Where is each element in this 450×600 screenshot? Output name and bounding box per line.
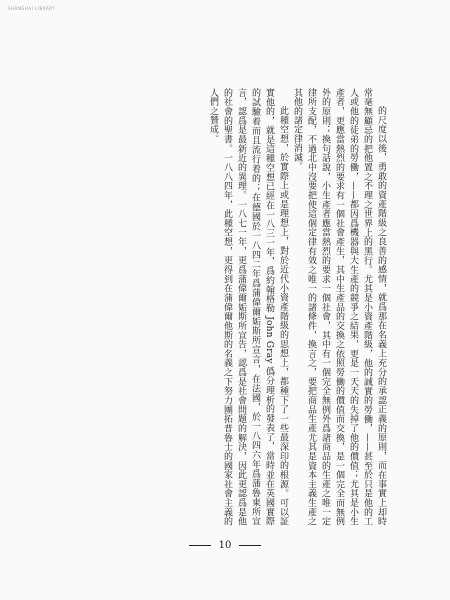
watermark-text: SHANGHAI LIBRARY (8, 6, 56, 11)
vertical-text-body (58, 88, 388, 526)
footer-dash-right (239, 545, 261, 546)
footer-dash-left (189, 545, 211, 546)
page-footer (0, 540, 450, 551)
paragraph: 的尺度以後，勇敢的資產階級之良善的感情，就爲那在名義上充分的承認正義的原則，而在事實上却時常毫無顧忌的把他置之不理之世界上的黑行。尤其是小資產階級，他的誠實的勞働，——甚至於只是他的工人或他的徒弟的勞働，——都因爲機器與大生產的競爭之結果，更是一天天的失掉了他的價值；尤其是小生產者，更應當熱烈的要求有一個社會產生，其中生產品的交換之依照勞働的價值而交換，是一個完全而無例外的原則；換句話說，小生產者應當熱烈的要求一個社會，其中有一個完全無例外爲諸商品的生產之唯一定律所支配，不過北中沒要把使這個定律有效之唯一的諸條件，換言之，要把商品生產尤其是資本主義生產之其他的諸定律消滅。 (292, 88, 386, 526)
page-number: 10 (218, 540, 232, 551)
paragraph: 此種空想，於實際上或是理想上，對於近代小資產階級的思想上，都種下了一些最深印的根源。可以証實他的，就是這種空想已經在一八三一年，爲約翰格勒 John Gray 僞分理析的發表了，當時並在英國實際的試驗着而且流行着的；在德國於一八四二年爲蒲偉爾姤斯所宣言，在法國，於一八四六年爲蒲魯東所宣言，認爲是最新近的異理。一八七一年，更爲蒲偉爾姤斯所宣告，認爲是社會問題的解決，因此更認爲是他的社會的聖書。一八八四年，此種空想，更得到在蒲偉爾他斯的名義之下努力團拓普魯士的國家社會主義的人們之贊成。 (208, 88, 288, 526)
